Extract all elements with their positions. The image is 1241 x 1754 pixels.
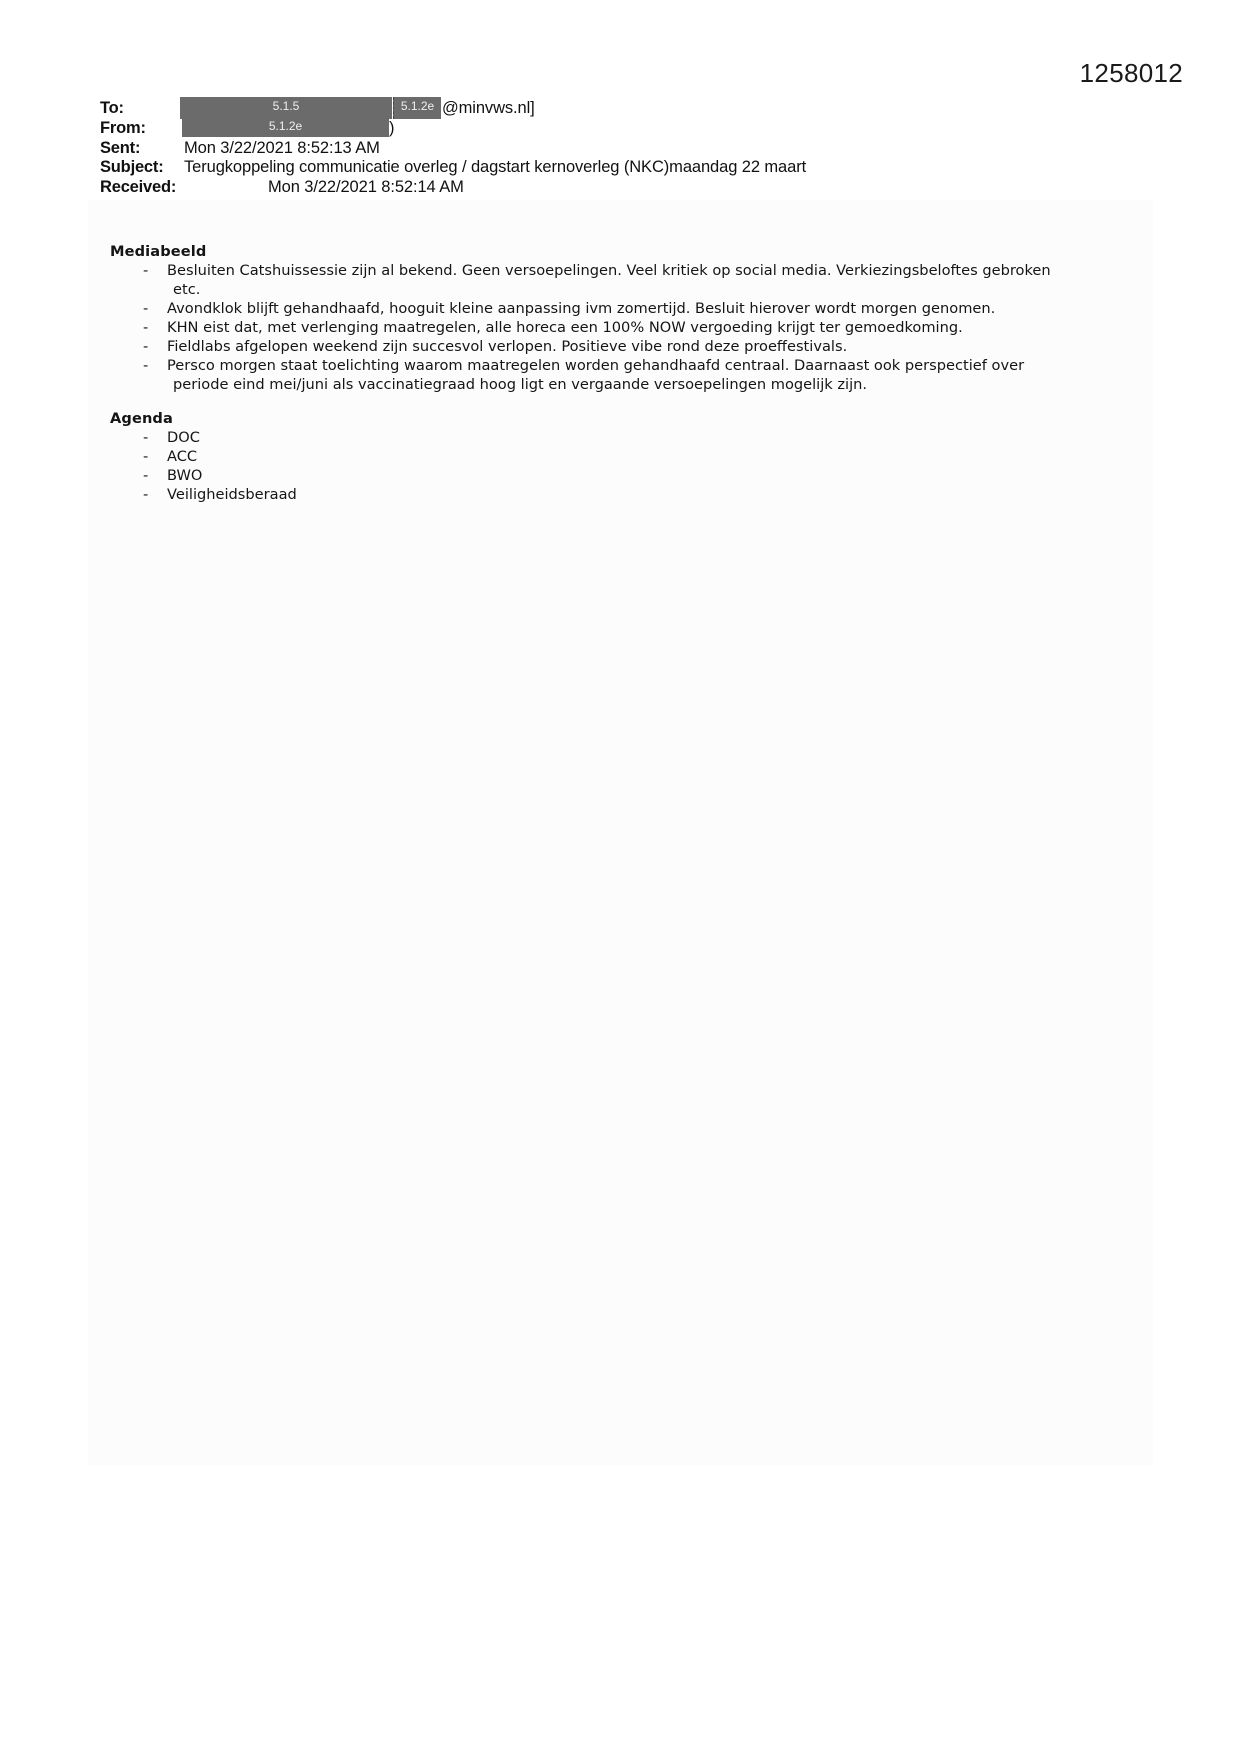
list-item-text: Fieldlabs afgelopen weekend zijn succesvol verlopen. Positieve vibe rond deze proeffestivals. [167,338,848,355]
dash-bullet-icon: - [143,338,149,355]
list-item [110,261,1227,299]
to-label: To: [100,99,124,117]
email-body [110,242,1227,504]
dash-bullet-icon: - [143,467,149,484]
dash-bullet-icon: - [143,486,149,503]
list-item [110,337,1227,356]
dash-bullet-icon: - [143,357,149,374]
section-title: Mediabeeld [110,243,207,260]
document-number: 1258012 [1079,58,1183,88]
redaction-block: 5.1.2e [393,97,441,119]
subject-label: Subject: [100,158,164,177]
list-item-text: Veiligheidsberaad [167,486,297,503]
subject-value: Terugkoppeling communicatie overleg / dagstart kernoverleg (NKC)maandag 22 maart [184,158,807,177]
received-value: Mon 3/22/2021 8:52:14 AM [268,178,464,197]
dash-bullet-icon: - [143,262,149,279]
list-item [110,466,1227,485]
redaction-block: 5.1.2e [182,119,389,137]
received-label: Received: [100,178,177,197]
sent-value: Mon 3/22/2021 8:52:13 AM [184,138,380,157]
dash-bullet-icon: - [143,300,149,317]
dash-bullet-icon: - [143,319,149,336]
from-address-suffix: ) [389,118,395,137]
to-address-suffix: @minvws.nl] [442,99,535,117]
mediabeeld-list [110,261,1227,394]
list-item-continuation: periode eind mei/juni als vaccinatiegraad hoog ligt en vergaande versoepelingen mogelijk zijn. [173,376,868,393]
list-item-text: DOC [167,429,200,446]
sent-label: Sent: [100,138,141,157]
list-item [110,485,1227,504]
dash-bullet-icon: - [143,429,149,446]
from-label: From: [100,118,146,137]
list-item [110,447,1227,466]
list-item [110,356,1227,394]
list-item-text: Besluiten Catshuissessie zijn al bekend. Geen versoepelingen. Veel kritiek op social media. Verkiezingsbeloftes gebroken [167,262,1051,279]
list-item-continuation: etc. [173,281,201,298]
section-title: Agenda [110,410,173,427]
list-item-text: Avondklok blijft gehandhaafd, hooguit kleine aanpassing ivm zomertijd. Besluit hierover wordt morgen genomen. [167,300,996,317]
list-item-text: BWO [167,467,203,484]
list-item [110,299,1227,318]
list-item-text: Persco morgen staat toelichting waarom maatregelen worden gehandhaafd centraal. Daarnaast ook perspectief over [167,357,1025,374]
list-item [110,428,1227,447]
dash-bullet-icon: - [143,448,149,465]
redaction-block: 5.1.5 [180,97,392,119]
list-item-text: ACC [167,448,198,465]
list-item-text: KHN eist dat, met verlenging maatregelen, alle horeca een 100% NOW vergoeding krijgt ter gemoedkoming. [167,319,963,336]
agenda-list [110,428,1227,504]
section-mediabeeld [110,242,1227,394]
section-agenda [110,409,1227,504]
list-item [110,318,1227,337]
